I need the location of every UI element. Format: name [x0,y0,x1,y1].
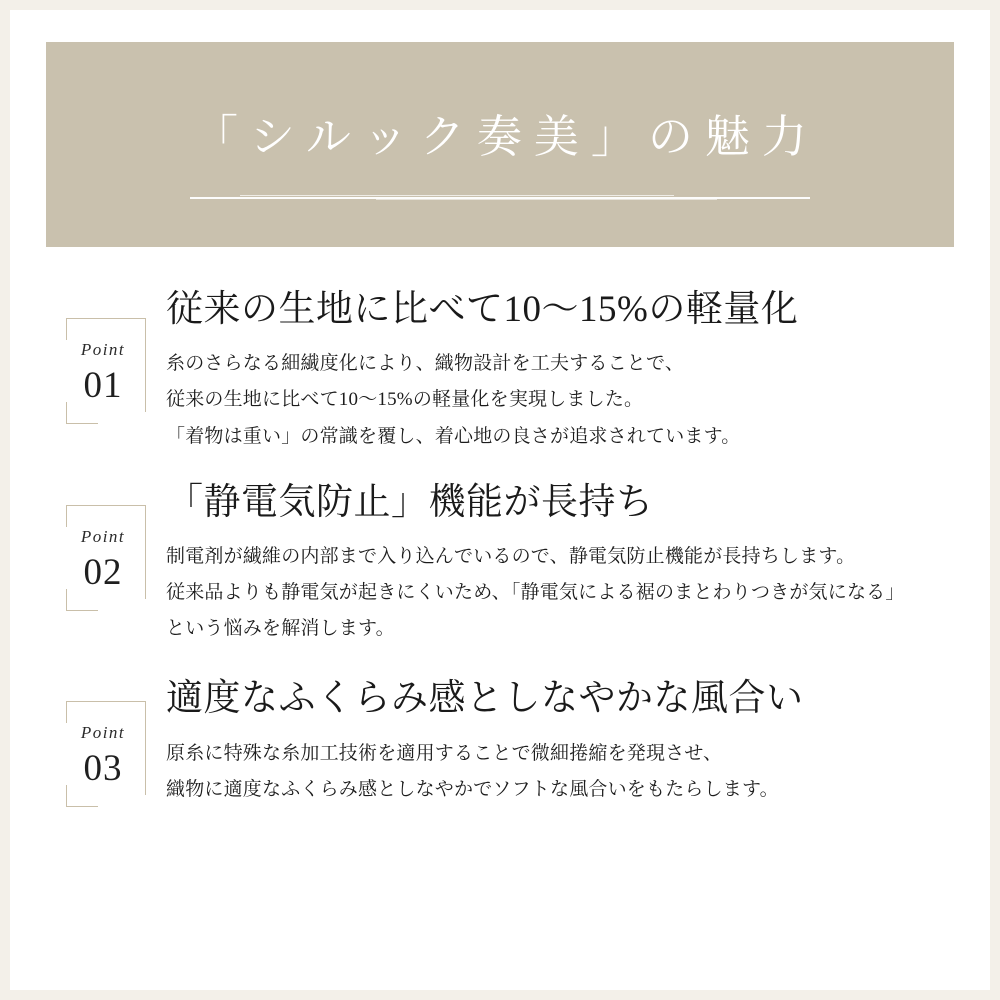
badge-word: Point [80,340,126,359]
point-description-line: 従来品よりも静電気が起きにくいため、「静電気による裾のまとわりつきが気になる」 [166,582,905,604]
point-description-line: 糸のさらなる細繊度化により、織物設計を工夫することで、 [166,353,685,375]
point-description-line: 原糸に特殊な糸加工技術を適用することで微細捲縮を発現させ、 [166,742,723,764]
underline-stroke-3 [376,199,717,200]
badge-frame-notch-bottom [98,795,150,815]
page-title: 「シルック奏美」の魅力 [193,112,819,162]
point-description-line: 従来の生地に比べて10〜15%の軽量化を実現しました。 [166,389,644,411]
point-item [10,677,990,813]
badge-frame-notch-bottom [98,412,150,432]
point-description-line: 「着物は重い」の常識を覆し、着心地の良さが追求されています。 [166,425,741,447]
point-heading: 適度なふくらみ感としなやかな風合い [166,678,804,720]
point-badge [58,505,144,617]
title-underline-decoration [190,195,810,201]
point-heading: 「静電気防止」機能が長持ち [166,481,654,523]
underline-stroke-2 [240,195,674,196]
point-body [144,677,990,808]
points-list [10,288,990,813]
page-inner [10,10,990,990]
point-description [166,539,950,647]
point-description [166,346,950,454]
point-badge [58,701,144,813]
point-description-line: 織物に適度なふくらみ感としなやかでソフトな風合いをもたらします。 [166,778,779,800]
point-item [10,481,990,648]
point-description [166,736,950,808]
badge-number: 01 [83,365,123,406]
point-description-line: 制電剤が繊維の内部まで入り込んでいるので、静電気防止機能が長持ちします。 [166,546,856,568]
point-badge [58,318,144,430]
point-heading: 従来の生地に比べて10〜15%の軽量化 [166,289,799,330]
point-body [144,288,990,455]
badge-frame-notch-bottom [98,599,150,619]
badge-word: Point [80,526,126,546]
point-body [144,481,990,648]
point-description-line: という悩みを解消します。 [166,618,395,640]
point-item [10,288,990,455]
header-banner [46,42,954,247]
badge-number: 03 [83,748,123,790]
badge-number: 02 [83,551,123,593]
badge-word: Point [80,723,126,743]
